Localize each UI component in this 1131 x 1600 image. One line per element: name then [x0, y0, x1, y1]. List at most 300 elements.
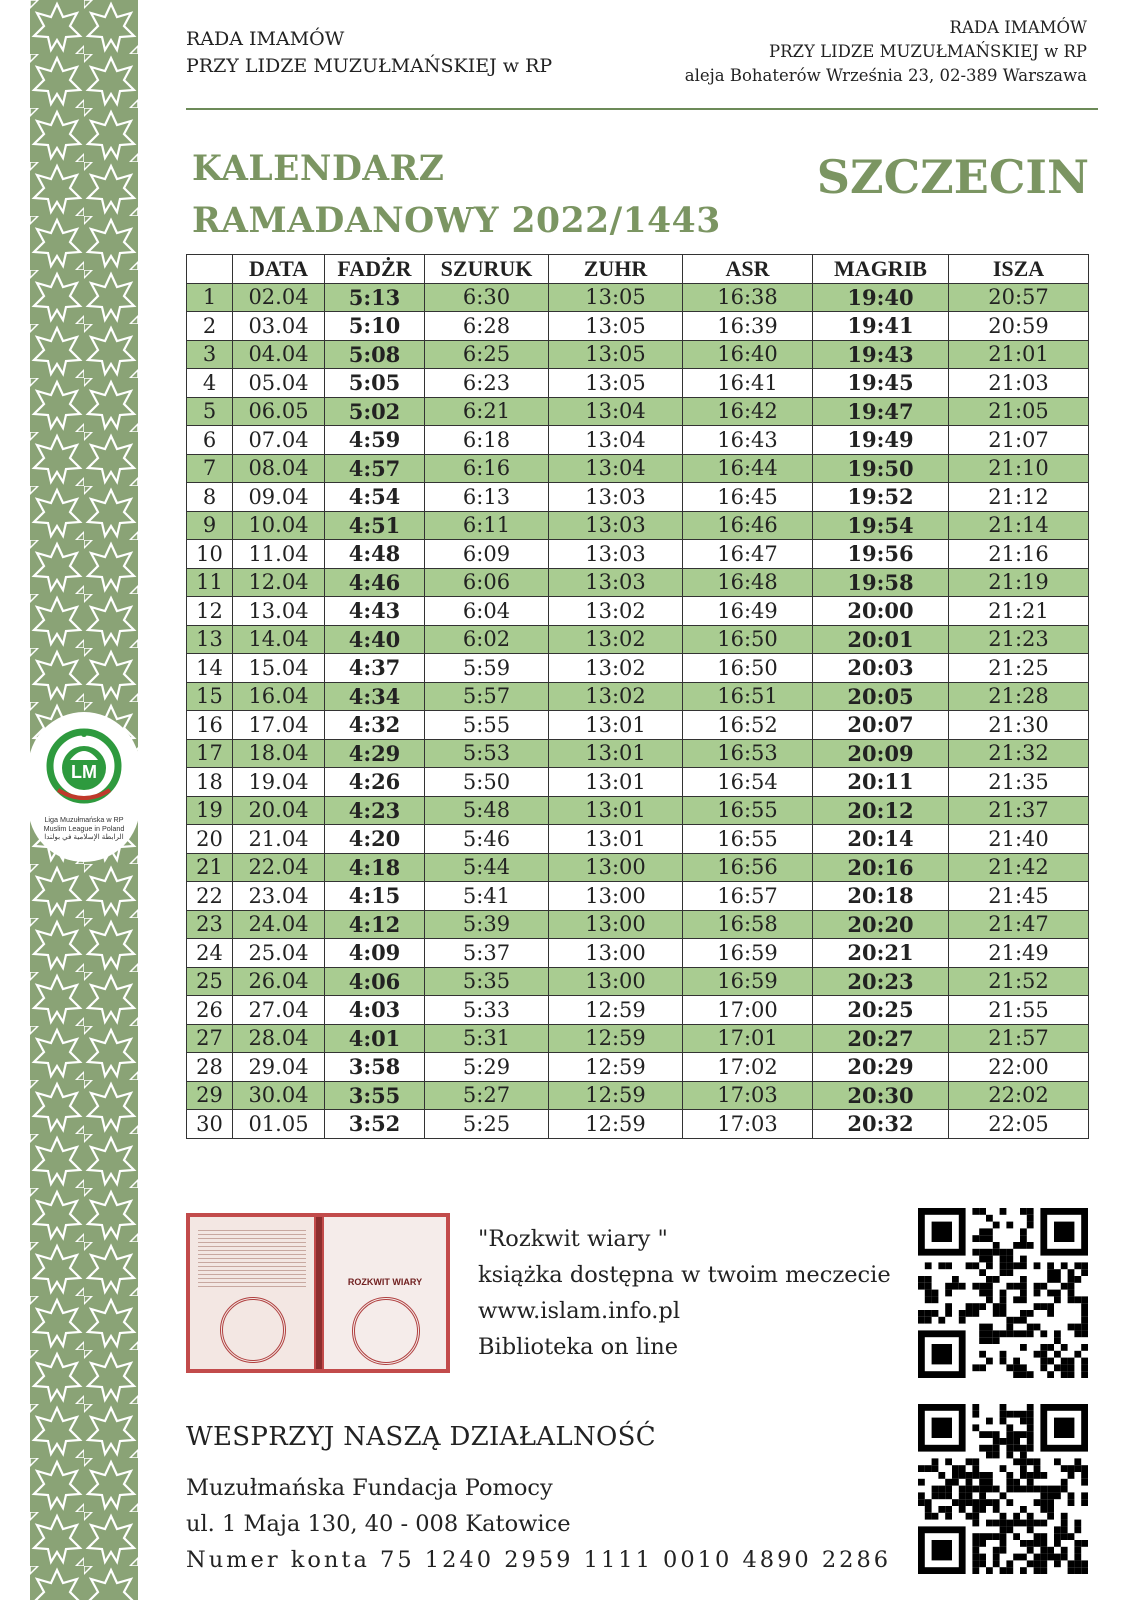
table-cell: 20	[187, 825, 233, 854]
table-row	[187, 910, 1089, 939]
qr-code-icon[interactable]	[918, 1404, 1088, 1574]
table-cell: 20:05	[813, 682, 949, 711]
book-spine	[316, 1217, 322, 1369]
table-cell: 16:38	[683, 283, 813, 312]
table-cell: 15.04	[233, 654, 325, 683]
table-cell: 17:03	[683, 1081, 813, 1110]
table-cell: 19:43	[813, 340, 949, 369]
table-cell: 5:37	[425, 939, 549, 968]
table-cell: 13:04	[549, 454, 683, 483]
table-cell: 21:42	[949, 853, 1089, 882]
table-cell: 13:03	[549, 511, 683, 540]
table-row	[187, 1024, 1089, 1053]
table-cell: 20:20	[813, 910, 949, 939]
table-cell: 18	[187, 768, 233, 797]
table-cell: 6:25	[425, 340, 549, 369]
table-cell: 16:59	[683, 939, 813, 968]
table-cell: 21:01	[949, 340, 1089, 369]
table-cell: 21:07	[949, 426, 1089, 455]
table-cell: 10.04	[233, 511, 325, 540]
table-cell: 20:07	[813, 711, 949, 740]
table-cell: 13.04	[233, 597, 325, 626]
table-cell: 21:47	[949, 910, 1089, 939]
table-cell: 4:34	[325, 682, 425, 711]
table-cell: 12:59	[549, 996, 683, 1025]
table-cell: 13:01	[549, 711, 683, 740]
table-cell: 5:59	[425, 654, 549, 683]
support-heading: WESPRZYJ NASZĄ DZIAŁALNOŚĆ	[186, 1422, 656, 1452]
table-cell: 13:00	[549, 967, 683, 996]
table-cell: 21:23	[949, 625, 1089, 654]
table-cell: 3:58	[325, 1053, 425, 1082]
table-cell: 16:56	[683, 853, 813, 882]
table-cell: 28.04	[233, 1024, 325, 1053]
table-cell: 19	[187, 796, 233, 825]
header-left-line: RADA IMAMÓW	[186, 28, 345, 50]
logo-letters: LM	[71, 762, 97, 782]
table-row	[187, 796, 1089, 825]
table-cell: 19:54	[813, 511, 949, 540]
book-cover-image	[186, 1213, 450, 1373]
table-cell: 4:54	[325, 483, 425, 512]
table-cell: 12:59	[549, 1081, 683, 1110]
table-cell: 01.05	[233, 1110, 325, 1139]
table-cell: 16:57	[683, 882, 813, 911]
logo-caption-line: Liga Muzułmańska w RP	[44, 815, 124, 824]
table-cell: 28	[187, 1053, 233, 1082]
table-row	[187, 825, 1089, 854]
table-cell: 4:43	[325, 597, 425, 626]
table-cell: 17.04	[233, 711, 325, 740]
table-cell: 21:49	[949, 939, 1089, 968]
league-logo-icon	[36, 720, 132, 812]
table-cell: 4:20	[325, 825, 425, 854]
qr-code-icon[interactable]	[918, 1208, 1088, 1378]
table-cell: 11	[187, 568, 233, 597]
table-cell: 21:25	[949, 654, 1089, 683]
table-cell: 16:41	[683, 369, 813, 398]
table-cell: 16:40	[683, 340, 813, 369]
table-cell: 2	[187, 312, 233, 341]
column-header	[187, 255, 233, 284]
table-cell: 6:02	[425, 625, 549, 654]
table-cell: 6:28	[425, 312, 549, 341]
table-cell: 27	[187, 1024, 233, 1053]
table-row	[187, 454, 1089, 483]
table-cell: 22:02	[949, 1081, 1089, 1110]
table-cell: 16:58	[683, 910, 813, 939]
foundation-info	[186, 1470, 891, 1578]
table-cell: 20:29	[813, 1053, 949, 1082]
table-cell: 20:32	[813, 1110, 949, 1139]
table-cell: 21:45	[949, 882, 1089, 911]
table-cell: 30.04	[233, 1081, 325, 1110]
table-cell: 4:48	[325, 540, 425, 569]
table-cell: 09.04	[233, 483, 325, 512]
table-cell: 6:13	[425, 483, 549, 512]
header-right	[685, 16, 1087, 88]
table-row	[187, 996, 1089, 1025]
table-cell: 20:12	[813, 796, 949, 825]
table-cell: 16:50	[683, 654, 813, 683]
table-cell: 4:46	[325, 568, 425, 597]
table-row	[187, 312, 1089, 341]
title-line: RAMADANOWY 2022/1443	[192, 201, 721, 241]
table-row	[187, 739, 1089, 768]
table-cell: 13:02	[549, 682, 683, 711]
table-cell: 13:05	[549, 283, 683, 312]
table-cell: 20:23	[813, 967, 949, 996]
table-cell: 21:19	[949, 568, 1089, 597]
table-row	[187, 283, 1089, 312]
table-cell: 21:37	[949, 796, 1089, 825]
table-cell: 12.04	[233, 568, 325, 597]
table-cell: 4:03	[325, 996, 425, 1025]
header-divider	[186, 108, 1098, 110]
table-cell: 12:59	[549, 1053, 683, 1082]
table-cell: 13:01	[549, 796, 683, 825]
table-cell: 5:57	[425, 682, 549, 711]
page-title	[192, 143, 721, 247]
table-cell: 02.04	[233, 283, 325, 312]
header-right-line: RADA IMAMÓW	[949, 18, 1087, 37]
table-cell: 19:50	[813, 454, 949, 483]
column-header: ISZA	[949, 255, 1089, 284]
table-cell: 20:30	[813, 1081, 949, 1110]
table-cell: 24	[187, 939, 233, 968]
promo-link[interactable]: www.islam.info.pl	[478, 1298, 681, 1324]
table-cell: 08.04	[233, 454, 325, 483]
table-cell: 19:49	[813, 426, 949, 455]
table-cell: 16.04	[233, 682, 325, 711]
table-cell: 4:06	[325, 967, 425, 996]
table-row	[187, 939, 1089, 968]
table-cell: 5:55	[425, 711, 549, 740]
table-cell: 17	[187, 739, 233, 768]
table-cell: 07.04	[233, 426, 325, 455]
table-cell: 16:47	[683, 540, 813, 569]
table-cell: 5:02	[325, 397, 425, 426]
table-cell: 3:52	[325, 1110, 425, 1139]
table-cell: 20:11	[813, 768, 949, 797]
table-cell: 13:02	[549, 597, 683, 626]
header-right-line: PRZY LIDZE MUZUŁMAŃSKIEJ w RP	[769, 42, 1087, 61]
table-cell: 16:43	[683, 426, 813, 455]
table-cell: 21:57	[949, 1024, 1089, 1053]
column-header: DATA	[233, 255, 325, 284]
promo-line: książka dostępna w twoim meczecie	[478, 1262, 891, 1288]
table-cell: 16:52	[683, 711, 813, 740]
logo-caption	[28, 816, 140, 842]
table-cell: 6:16	[425, 454, 549, 483]
table-cell: 13:00	[549, 939, 683, 968]
table-cell: 4:32	[325, 711, 425, 740]
table-cell: 21	[187, 853, 233, 882]
table-cell: 16:50	[683, 625, 813, 654]
table-cell: 16:48	[683, 568, 813, 597]
table-cell: 17:03	[683, 1110, 813, 1139]
book-promo	[478, 1221, 891, 1365]
table-cell: 4:15	[325, 882, 425, 911]
table-cell: 18.04	[233, 739, 325, 768]
table-cell: 29	[187, 1081, 233, 1110]
column-header: FADŻR	[325, 255, 425, 284]
table-row	[187, 711, 1089, 740]
table-cell: 20:27	[813, 1024, 949, 1053]
table-cell: 20:21	[813, 939, 949, 968]
table-cell: 03.04	[233, 312, 325, 341]
table-cell: 21:55	[949, 996, 1089, 1025]
table-row	[187, 483, 1089, 512]
table-cell: 16:55	[683, 825, 813, 854]
league-logo	[28, 712, 140, 862]
table-cell: 20:16	[813, 853, 949, 882]
table-row	[187, 511, 1089, 540]
table-cell: 5:29	[425, 1053, 549, 1082]
table-cell: 13	[187, 625, 233, 654]
header-left-line: PRZY LIDZE MUZUŁMAŃSKIEJ w RP	[186, 55, 553, 77]
table-row	[187, 369, 1089, 398]
table-cell: 16	[187, 711, 233, 740]
table-cell: 3	[187, 340, 233, 369]
table-cell: 21:16	[949, 540, 1089, 569]
table-cell: 21:10	[949, 454, 1089, 483]
table-row	[187, 568, 1089, 597]
table-cell: 13:02	[549, 654, 683, 683]
table-cell: 4:57	[325, 454, 425, 483]
table-cell: 4:59	[325, 426, 425, 455]
header-left	[186, 26, 552, 80]
table-cell: 20:57	[949, 283, 1089, 312]
table-cell: 13:05	[549, 312, 683, 341]
table-cell: 16:51	[683, 682, 813, 711]
table-cell: 27.04	[233, 996, 325, 1025]
column-header: MAGRIB	[813, 255, 949, 284]
table-cell: 5:13	[325, 283, 425, 312]
table-cell: 22.04	[233, 853, 325, 882]
table-cell: 16:49	[683, 597, 813, 626]
table-cell: 25.04	[233, 939, 325, 968]
table-cell: 13:00	[549, 882, 683, 911]
logo-caption-line: الرابطة الإسلامية في بولندا	[44, 832, 124, 841]
table-cell: 21:35	[949, 768, 1089, 797]
table-cell: 6:30	[425, 283, 549, 312]
table-cell: 9	[187, 511, 233, 540]
table-cell: 4:26	[325, 768, 425, 797]
table-cell: 16:46	[683, 511, 813, 540]
table-cell: 4:29	[325, 739, 425, 768]
table-cell: 16:44	[683, 454, 813, 483]
table-cell: 12:59	[549, 1024, 683, 1053]
table-cell: 5:33	[425, 996, 549, 1025]
table-cell: 5:31	[425, 1024, 549, 1053]
table-header-row	[187, 255, 1089, 284]
table-cell: 21:40	[949, 825, 1089, 854]
promo-line: "Rozkwit wiary "	[478, 1226, 668, 1252]
table-row	[187, 853, 1089, 882]
table-cell: 22:00	[949, 1053, 1089, 1082]
table-cell: 4:12	[325, 910, 425, 939]
table-cell: 6:23	[425, 369, 549, 398]
table-cell: 16:59	[683, 967, 813, 996]
table-cell: 26.04	[233, 967, 325, 996]
table-cell: 4:23	[325, 796, 425, 825]
table-cell: 21:05	[949, 397, 1089, 426]
table-cell: 21:21	[949, 597, 1089, 626]
table-cell: 21:32	[949, 739, 1089, 768]
table-cell: 20:01	[813, 625, 949, 654]
table-cell: 13:01	[549, 768, 683, 797]
table-cell: 5:35	[425, 967, 549, 996]
table-cell: 20:00	[813, 597, 949, 626]
table-row	[187, 682, 1089, 711]
table-cell: 5:53	[425, 739, 549, 768]
table-cell: 17:02	[683, 1053, 813, 1082]
table-cell: 19:52	[813, 483, 949, 512]
table-cell: 5:46	[425, 825, 549, 854]
table-cell: 13:05	[549, 369, 683, 398]
table-row	[187, 1081, 1089, 1110]
table-cell: 21:14	[949, 511, 1089, 540]
table-row	[187, 340, 1089, 369]
table-cell: 13:02	[549, 625, 683, 654]
table-cell: 16:42	[683, 397, 813, 426]
table-cell: 26	[187, 996, 233, 1025]
table-cell: 6:21	[425, 397, 549, 426]
table-cell: 13:04	[549, 397, 683, 426]
table-row	[187, 654, 1089, 683]
table-cell: 6	[187, 426, 233, 455]
table-cell: 4:09	[325, 939, 425, 968]
table-cell: 21:03	[949, 369, 1089, 398]
header-right-address: aleja Bohaterów Września 23, 02-389 Warszawa	[684, 66, 1087, 85]
table-cell: 1	[187, 283, 233, 312]
table-row	[187, 426, 1089, 455]
table-cell: 20:18	[813, 882, 949, 911]
table-cell: 14.04	[233, 625, 325, 654]
table-cell: 16:39	[683, 312, 813, 341]
table-cell: 5:44	[425, 853, 549, 882]
table-cell: 6:18	[425, 426, 549, 455]
table-cell: 10	[187, 540, 233, 569]
table-cell: 25	[187, 967, 233, 996]
table-cell: 4:51	[325, 511, 425, 540]
table-cell: 6:06	[425, 568, 549, 597]
table-cell: 21.04	[233, 825, 325, 854]
table-cell: 5:25	[425, 1110, 549, 1139]
table-cell: 13:03	[549, 540, 683, 569]
table-cell: 29.04	[233, 1053, 325, 1082]
table-cell: 19:41	[813, 312, 949, 341]
table-cell: 06.05	[233, 397, 325, 426]
city-name: SZCZECIN	[816, 150, 1089, 204]
table-cell: 8	[187, 483, 233, 512]
table-cell: 5:10	[325, 312, 425, 341]
promo-line: Biblioteka on line	[478, 1334, 679, 1360]
table-row	[187, 540, 1089, 569]
column-header: ASR	[683, 255, 813, 284]
table-row	[187, 1110, 1089, 1139]
table-cell: 6:11	[425, 511, 549, 540]
table-cell: 19:47	[813, 397, 949, 426]
table-row	[187, 1053, 1089, 1082]
table-cell: 17:01	[683, 1024, 813, 1053]
column-header: SZURUK	[425, 255, 549, 284]
table-cell: 5:48	[425, 796, 549, 825]
table-cell: 20:59	[949, 312, 1089, 341]
table-cell: 4:37	[325, 654, 425, 683]
table-cell: 22:05	[949, 1110, 1089, 1139]
table-cell: 19.04	[233, 768, 325, 797]
table-cell: 13:05	[549, 340, 683, 369]
table-cell: 13:01	[549, 825, 683, 854]
table-cell: 4:18	[325, 853, 425, 882]
table-cell: 13:03	[549, 483, 683, 512]
table-row	[187, 967, 1089, 996]
table-cell: 30	[187, 1110, 233, 1139]
table-cell: 22	[187, 882, 233, 911]
table-cell: 21:30	[949, 711, 1089, 740]
table-cell: 16:53	[683, 739, 813, 768]
prayer-times-table	[186, 254, 1089, 1139]
table-row	[187, 597, 1089, 626]
table-cell: 16:54	[683, 768, 813, 797]
table-cell: 17:00	[683, 996, 813, 1025]
table-cell: 19:40	[813, 283, 949, 312]
table-cell: 05.04	[233, 369, 325, 398]
table-cell: 5:27	[425, 1081, 549, 1110]
table-cell: 24.04	[233, 910, 325, 939]
table-cell: 20:03	[813, 654, 949, 683]
table-cell: 23	[187, 910, 233, 939]
table-cell: 4	[187, 369, 233, 398]
table-cell: 13:00	[549, 853, 683, 882]
table-cell: 5	[187, 397, 233, 426]
table-cell: 20:14	[813, 825, 949, 854]
table-cell: 20:09	[813, 739, 949, 768]
book-title: ROZKWIT WIARY	[347, 1277, 423, 1287]
table-cell: 21:52	[949, 967, 1089, 996]
table-cell: 21:28	[949, 682, 1089, 711]
table-cell: 13:04	[549, 426, 683, 455]
table-row	[187, 768, 1089, 797]
table-row	[187, 397, 1089, 426]
table-cell: 13:00	[549, 910, 683, 939]
table-cell: 6:09	[425, 540, 549, 569]
column-header: ZUHR	[549, 255, 683, 284]
table-cell: 3:55	[325, 1081, 425, 1110]
table-cell: 7	[187, 454, 233, 483]
table-cell: 5:41	[425, 882, 549, 911]
bank-account: Numer konta 75 1240 2959 1111 0010 4890 2286	[186, 1547, 892, 1573]
table-cell: 04.04	[233, 340, 325, 369]
table-row	[187, 882, 1089, 911]
table-cell: 11.04	[233, 540, 325, 569]
table-cell: 5:39	[425, 910, 549, 939]
book-back-cover	[190, 1217, 314, 1369]
table-cell: 23.04	[233, 882, 325, 911]
table-cell: 19:45	[813, 369, 949, 398]
foundation-address: ul. 1 Maja 130, 40 - 008 Katowice	[186, 1511, 571, 1537]
table-cell: 4:01	[325, 1024, 425, 1053]
table-cell: 5:50	[425, 768, 549, 797]
table-row	[187, 625, 1089, 654]
foundation-name: Muzułmańska Fundacja Pomocy	[186, 1475, 553, 1501]
title-line: KALENDARZ	[192, 149, 445, 189]
book-front-cover	[324, 1217, 446, 1369]
table-cell: 16:55	[683, 796, 813, 825]
table-cell: 12:59	[549, 1110, 683, 1139]
